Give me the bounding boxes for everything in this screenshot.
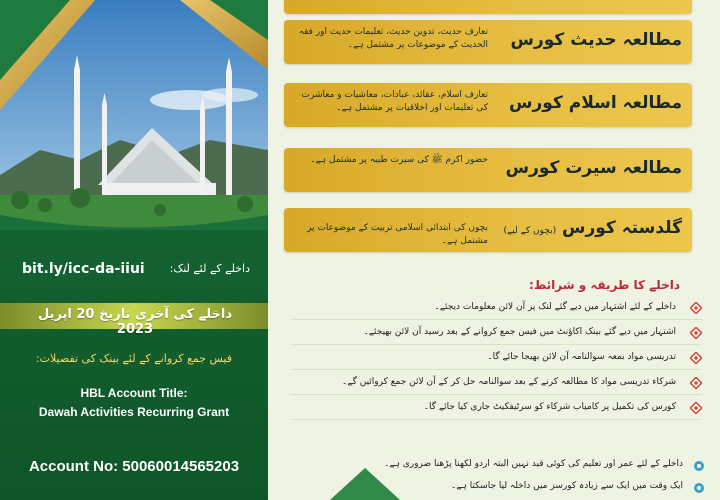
mosque-illustration: [0, 0, 268, 230]
deadline-banner: [0, 303, 268, 337]
rule-text: کورس کی تکمیل پر کامیاب شرکاء کو سرٹیفکیٹ جاری کیا جائے گا۔: [423, 402, 676, 412]
diamond-bullet-icon: [690, 302, 702, 314]
rule-text: داخلے کے لئے اشتہار میں دیے گئے لنک پر آن لائن معلومات دیجئے۔: [434, 302, 676, 312]
deadline-text: داخلے کی آخری تاریخ 20 اپریل 2023: [37, 307, 233, 337]
course-card-seerat: [284, 148, 692, 192]
rule-item: [290, 300, 702, 320]
course-card-guldasta: [284, 208, 692, 252]
rule-item: [290, 375, 702, 395]
course-title: مطالعہ حدیث کورس: [510, 30, 682, 50]
account-title-value: Dawah Activities Recurring Grant: [38, 405, 230, 419]
enrollment-link-label: داخلے کے لئے لنک:: [169, 262, 250, 275]
admission-rules-heading: داخلے کا طریقہ و شرائط:: [529, 278, 680, 292]
course-title-sub: (بچوں کے لیے): [503, 226, 557, 236]
rule-item: [290, 400, 702, 420]
course-description: حضور اکرم ﷺ کی سیرت طیبہ پر مشتمل ہے۔: [310, 155, 488, 165]
course-card-top-cropped: [284, 0, 692, 14]
course-title: مطالعہ اسلام کورس: [509, 93, 682, 113]
bank-details-heading: فیس جمع کروانے کے لئے بینک کی تفصیلات:: [35, 352, 233, 365]
account-number: Account No: 50060014565203: [28, 458, 240, 475]
course-card-hadith: [284, 20, 692, 64]
divider: [290, 369, 702, 370]
note-text: ایک وقت میں ایک سے زیادہ کورسز میں داخلہ لیا جاسکتا ہے۔: [451, 481, 683, 491]
star-bullet-icon: [693, 460, 705, 472]
divider: [290, 394, 702, 395]
divider: [290, 419, 702, 420]
left-panel: [0, 0, 268, 500]
star-bullet-icon: [693, 482, 705, 494]
rule-text: تدریسی مواد بمعہ سوالنامہ آن لائن بھیجا جائے گا۔: [487, 352, 676, 362]
note-item: [384, 458, 705, 476]
divider: [290, 319, 702, 320]
course-card-islam: [284, 83, 692, 127]
course-title: مطالعہ سیرت کورس: [505, 158, 682, 178]
enrollment-link[interactable]: bit.ly/icc-da-iiui: [22, 261, 145, 277]
rule-text: شرکاء تدریسی مواد کا مطالعہ کرنے کے بعد سوالنامہ حل کر کے آن لائن جمع کروائیں گے۔: [342, 377, 676, 387]
diamond-bullet-icon: [690, 377, 702, 389]
note-item: [395, 480, 705, 498]
rule-item: [290, 350, 702, 370]
rule-item: [290, 325, 702, 345]
course-description: تعارف اسلام، عقائد، عبادات، معاشیات و معاشرت کی تعلیمات اور اخلاقیات پر مشتمل ہے۔: [301, 90, 488, 113]
divider: [290, 344, 702, 345]
decorative-shape: [330, 468, 400, 500]
note-text: داخلے کے لئے عمر اور تعلیم کی کوئی قید نہیں البتہ اردو لکھنا پڑھنا ضروری ہے۔: [384, 459, 683, 469]
account-title-label: HBL Account Title:: [80, 386, 188, 400]
rule-text: اشتہار میں دیے گئے بینک اکاؤنٹ میں فیس جمع کروانے کے بعد رسید آن لائن بھیجئے۔: [363, 327, 676, 337]
course-title: گلدستہ کورس (بچوں کے لیے): [503, 218, 682, 238]
diamond-bullet-icon: [690, 352, 702, 364]
diamond-bullet-icon: [690, 327, 702, 339]
enrollment-link-row: [0, 255, 268, 283]
diamond-bullet-icon: [690, 402, 702, 414]
course-description: بچوں کی ابتدائی اسلامی تربیت کے موضوعات پر مشتمل ہے۔: [307, 223, 488, 246]
course-description: تعارف حدیث، تدوین حدیث، تعلیمات حدیث اور فقہ الحدیث کے موضوعات پر مشتمل ہے۔: [298, 27, 488, 50]
